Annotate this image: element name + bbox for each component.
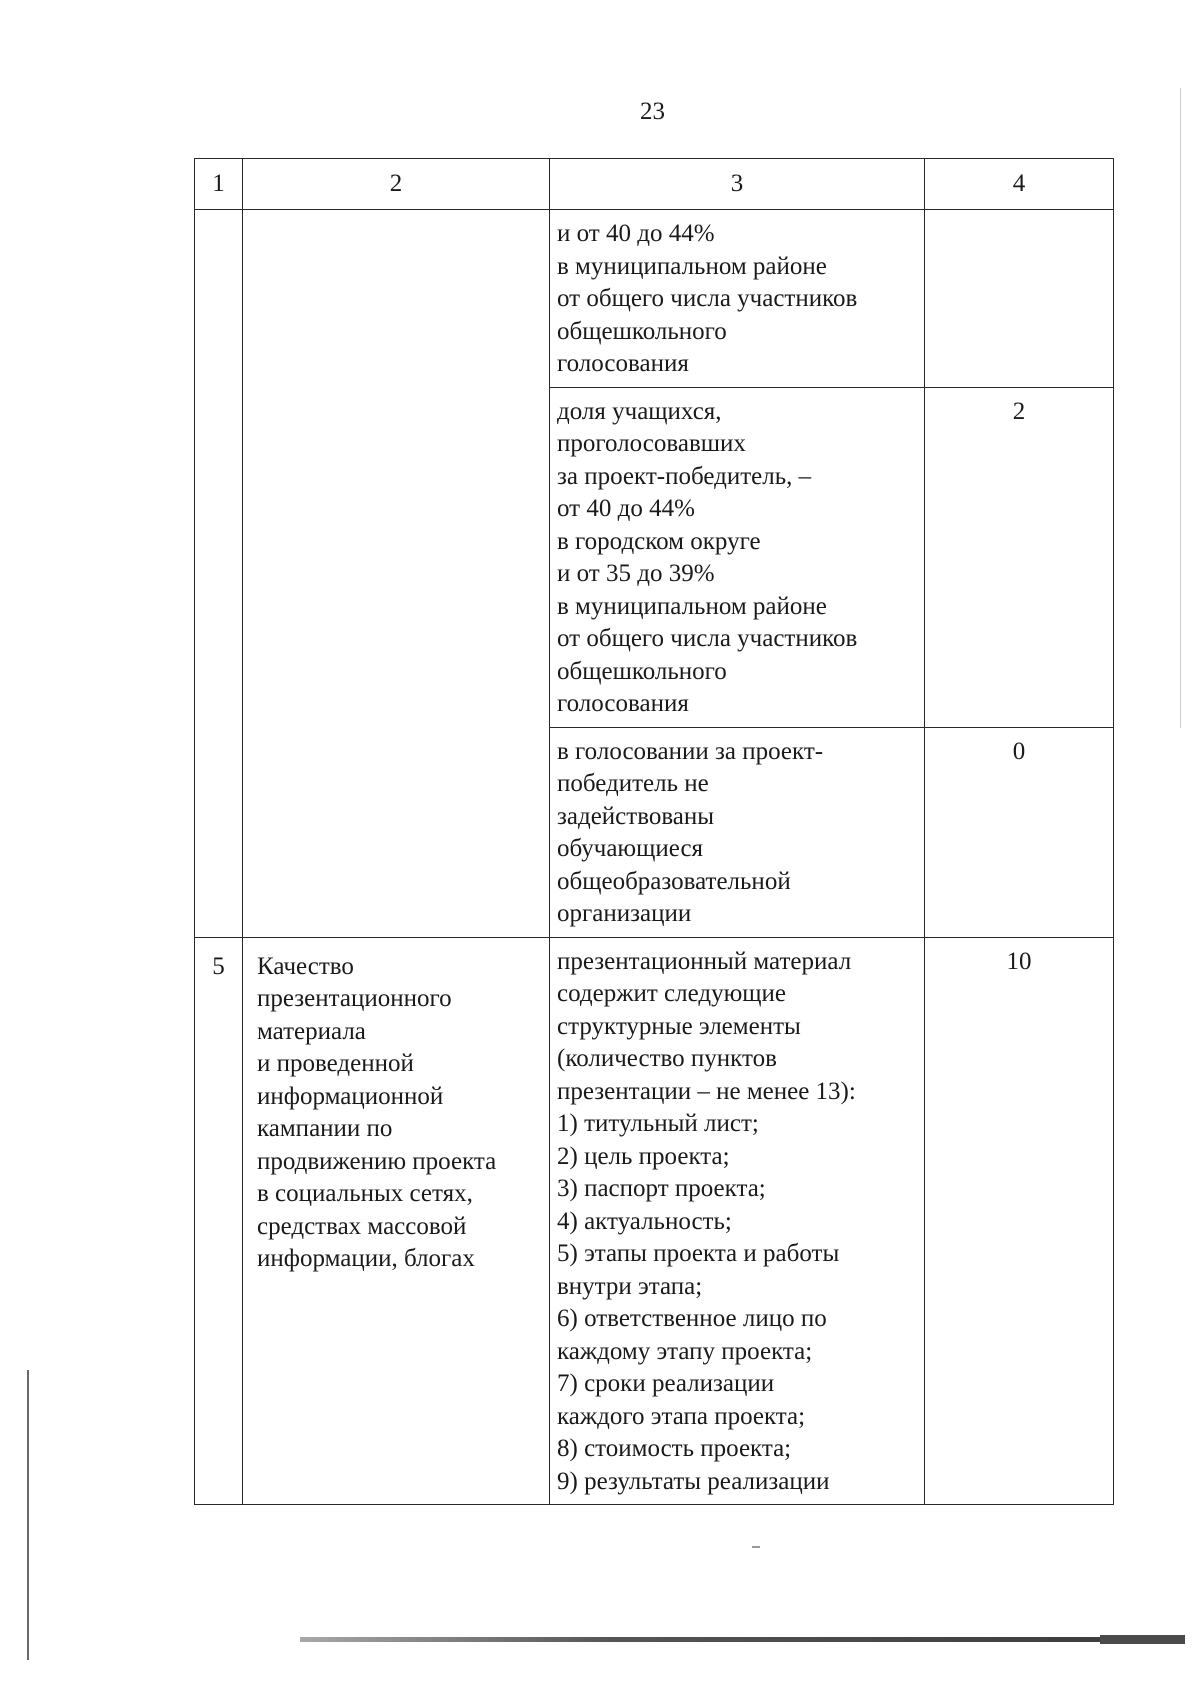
name-line: информационной <box>257 1082 444 1110</box>
score-cell: 0 <box>925 727 1114 937</box>
criterion-cell <box>550 937 925 1505</box>
criterion-line: победитель не <box>557 770 709 797</box>
criterion-line: в муниципальном районе <box>557 252 827 280</box>
criterion-cell <box>550 387 925 727</box>
header-cell-2: 2 <box>243 159 550 210</box>
scan-speck <box>752 1546 760 1548</box>
criterion-line: в голосовании за проект- <box>557 737 824 765</box>
name-line: презентационного <box>257 985 452 1012</box>
number-cell-continued <box>195 210 243 938</box>
score-cell <box>925 210 1114 388</box>
criterion-line: (количество пунктов <box>557 1045 777 1072</box>
criterion-line: каждого этапа проекта; <box>557 1402 806 1430</box>
name-line: и проведенной <box>257 1050 414 1077</box>
header-cell-4: 4 <box>925 159 1114 210</box>
criterion-line: голосования <box>557 690 689 717</box>
header-cell-1: 1 <box>195 159 243 210</box>
scan-bottom-bar <box>300 1637 1185 1642</box>
criterion-line: 2) цель проекта; <box>557 1142 730 1170</box>
criterion-line: от общего числа участников <box>557 285 858 312</box>
name-cell-continued <box>243 210 550 938</box>
scan-edge-line-left <box>27 1370 29 1660</box>
criterion-line: 4) актуальность; <box>557 1207 732 1235</box>
criterion-line: содержит следующие <box>557 980 786 1007</box>
criterion-line: 8) стоимость проекта; <box>557 1435 792 1462</box>
name-line: в социальных сетях, <box>257 1180 473 1207</box>
criterion-line: задействованы <box>557 802 715 830</box>
criterion-name-cell <box>243 937 550 1505</box>
criterion-line: внутри этапа; <box>557 1272 703 1300</box>
criterion-line: общешкольного <box>557 317 727 345</box>
table-header-row <box>195 159 1114 210</box>
criterion-line: от 40 до 44% <box>557 495 695 522</box>
criterion-line: 3) паспорт проекта; <box>557 1175 766 1202</box>
criterion-line: структурные элементы <box>557 1012 801 1040</box>
criteria-table <box>194 158 1114 1505</box>
criterion-line: презентации – не менее 13): <box>557 1077 856 1105</box>
criterion-line: в городском округе <box>557 527 761 555</box>
criterion-line: 9) результаты реализации <box>557 1467 830 1495</box>
name-line: материала <box>257 1017 366 1045</box>
criterion-line: проголосовавших <box>557 430 746 457</box>
table-row <box>195 210 1114 388</box>
name-line: информации, блогах <box>257 1245 475 1272</box>
criterion-cell <box>550 210 925 388</box>
table-row <box>195 937 1114 1505</box>
criterion-line: 6) ответственное лицо по <box>557 1305 827 1332</box>
criterion-line: обучающиеся <box>557 835 704 862</box>
score-cell: 2 <box>925 387 1114 727</box>
criterion-line: и от 40 до 44% <box>557 220 715 247</box>
score-cell: 10 <box>925 937 1114 1505</box>
scan-bottom-bar-end <box>1100 1635 1185 1644</box>
criterion-line: 7) сроки реализации <box>557 1370 775 1397</box>
page-number: 23 <box>640 98 665 125</box>
criterion-line: и от 35 до 39% <box>557 560 715 587</box>
criterion-line: от общего числа участников <box>557 625 858 652</box>
criterion-line: общешкольного <box>557 657 727 685</box>
name-line: кампании по <box>257 1115 393 1142</box>
criterion-line: доля учащихся, <box>557 397 722 425</box>
criterion-line: за проект-победитель, – <box>557 462 812 490</box>
criterion-line: 1) титульный лист; <box>557 1110 759 1137</box>
criterion-line: голосования <box>557 350 689 377</box>
criterion-line: в муниципальном районе <box>557 592 827 620</box>
scan-edge-line-right <box>1180 88 1181 728</box>
criterion-cell <box>550 727 925 937</box>
header-cell-3: 3 <box>550 159 925 210</box>
criterion-line: общеобразовательной <box>557 867 791 895</box>
row-number-cell: 5 <box>195 937 243 1505</box>
criterion-line: организации <box>557 900 692 927</box>
name-line: продвижению проекта <box>257 1147 497 1175</box>
name-line: Качество <box>257 952 354 980</box>
criterion-line: каждому этапу проекта; <box>557 1337 813 1365</box>
criterion-line: презентационный материал <box>557 947 852 975</box>
name-line: средствах массовой <box>257 1212 467 1240</box>
criterion-line: 5) этапы проекта и работы <box>557 1240 840 1267</box>
